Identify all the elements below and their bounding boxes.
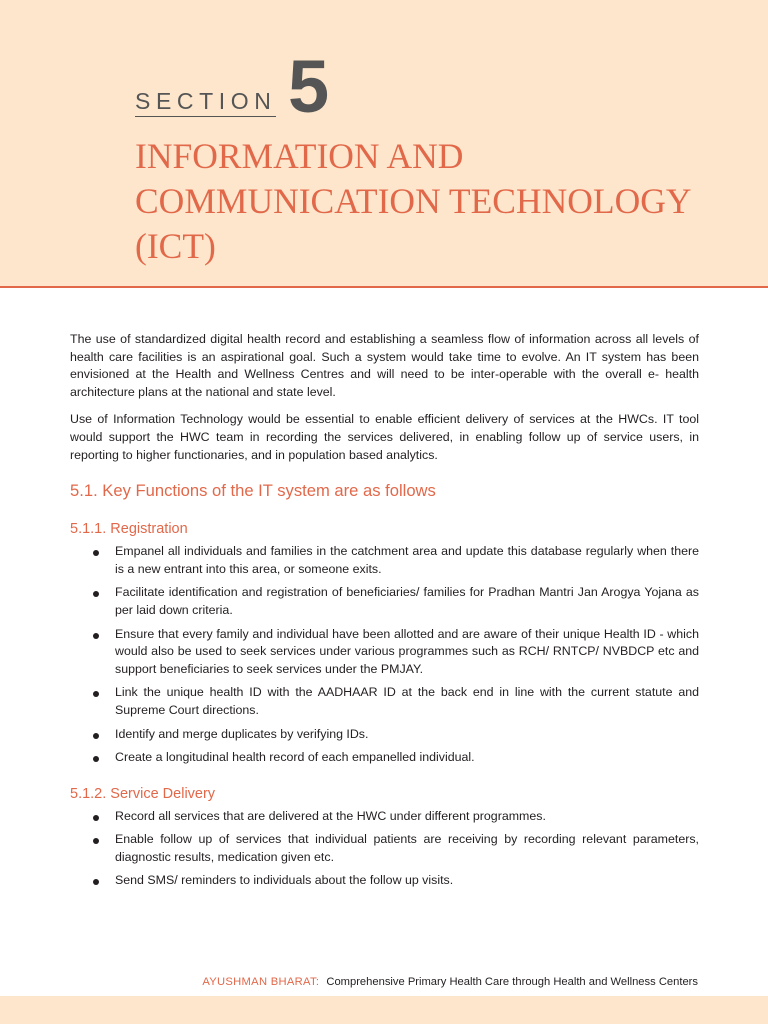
bullet-icon — [93, 550, 99, 556]
footer-brand: AYUSHMAN BHARAT: — [202, 976, 320, 988]
page-title — [135, 134, 735, 269]
bullet-icon — [93, 815, 99, 821]
list-item — [70, 626, 699, 679]
title-line: (ICT) — [135, 226, 216, 266]
registration-list — [70, 543, 699, 767]
list-item-text: Empanel all individuals and families in the catchment area and update this database regularly when there is a new entrant into this area, or someone exits. — [115, 544, 699, 576]
bullet-icon — [93, 756, 99, 762]
bullet-icon — [93, 879, 99, 885]
section-heading: 5.1. Key Functions of the IT system are as follows — [70, 481, 436, 501]
list-item-text: Ensure that every family and individual have been allotted and are aware of their unique Health ID - which would also be used to seek services under various programmes such as RCH/ RNTCP/ NVBDCP etc and support beneficiaries to seek services under the PMJAY. — [115, 626, 699, 676]
list-item — [70, 726, 699, 744]
bullet-icon — [93, 633, 99, 639]
bullet-icon — [93, 691, 99, 697]
list-item — [70, 808, 699, 826]
page-footer — [202, 976, 698, 988]
bottom-band — [0, 996, 768, 1024]
main-content — [70, 331, 699, 896]
header-divider — [0, 286, 768, 288]
intro-paragraph: Use of Information Technology would be essential to enable efficient delivery of services at the HWCs. IT tool would support the HWC team in recording the services delivered, in enabling follow up of service users, in reporting to higher functionaries, and in population based analytics. — [70, 412, 699, 462]
service-delivery-list — [70, 808, 699, 890]
list-item — [70, 543, 699, 578]
list-item-text: Send SMS/ reminders to individuals about the follow up visits. — [115, 873, 454, 888]
list-item-text: Record all services that are delivered at the HWC under different programmes. — [115, 808, 546, 823]
list-item — [70, 584, 699, 619]
list-item-text: Facilitate identification and registration of beneficiaries/ families for Pradhan Mantri Jan Arogya Yojana as per laid down criteria. — [115, 585, 699, 617]
footer-subtitle: Comprehensive Primary Health Care through Health and Wellness Centers — [326, 976, 698, 988]
service-delivery-heading: 5.1.2. Service Delivery — [70, 785, 216, 802]
list-item — [70, 831, 699, 866]
list-item-text: Enable follow up of services that individual patients are receiving by recording relevant parameters, diagnostic results, medication given etc. — [115, 832, 699, 864]
bullet-icon — [93, 733, 99, 739]
list-item-text: Create a longitudinal health record of each empanelled individual. — [115, 750, 475, 765]
list-item — [70, 872, 699, 890]
registration-heading: 5.1.1. Registration — [70, 521, 188, 538]
title-line: INFORMATION AND — [135, 136, 464, 176]
section-number: 5 — [288, 45, 330, 128]
list-item — [70, 684, 699, 719]
list-item-text: Link the unique health ID with the AADHAAR ID at the back end in line with the current statute and Supreme Court directions. — [115, 685, 699, 717]
intro-paragraph: The use of standardized digital health record and establishing a seamless flow of information across all levels of health care facilities is an aspirational goal. Such a system would take time to evolve. An IT system has been envisioned at the Health and Wellness Centres and will need to be inter-operable with the overall e- health architecture plans at the national and state level. — [70, 332, 699, 399]
list-item-text: Identify and merge duplicates by verifying IDs. — [115, 726, 369, 741]
bullet-icon — [93, 591, 99, 597]
list-item — [70, 749, 699, 767]
bullet-icon — [93, 838, 99, 844]
title-line: COMMUNICATION TECHNOLOGY — [135, 181, 692, 221]
section-label: SECTION — [135, 88, 276, 117]
